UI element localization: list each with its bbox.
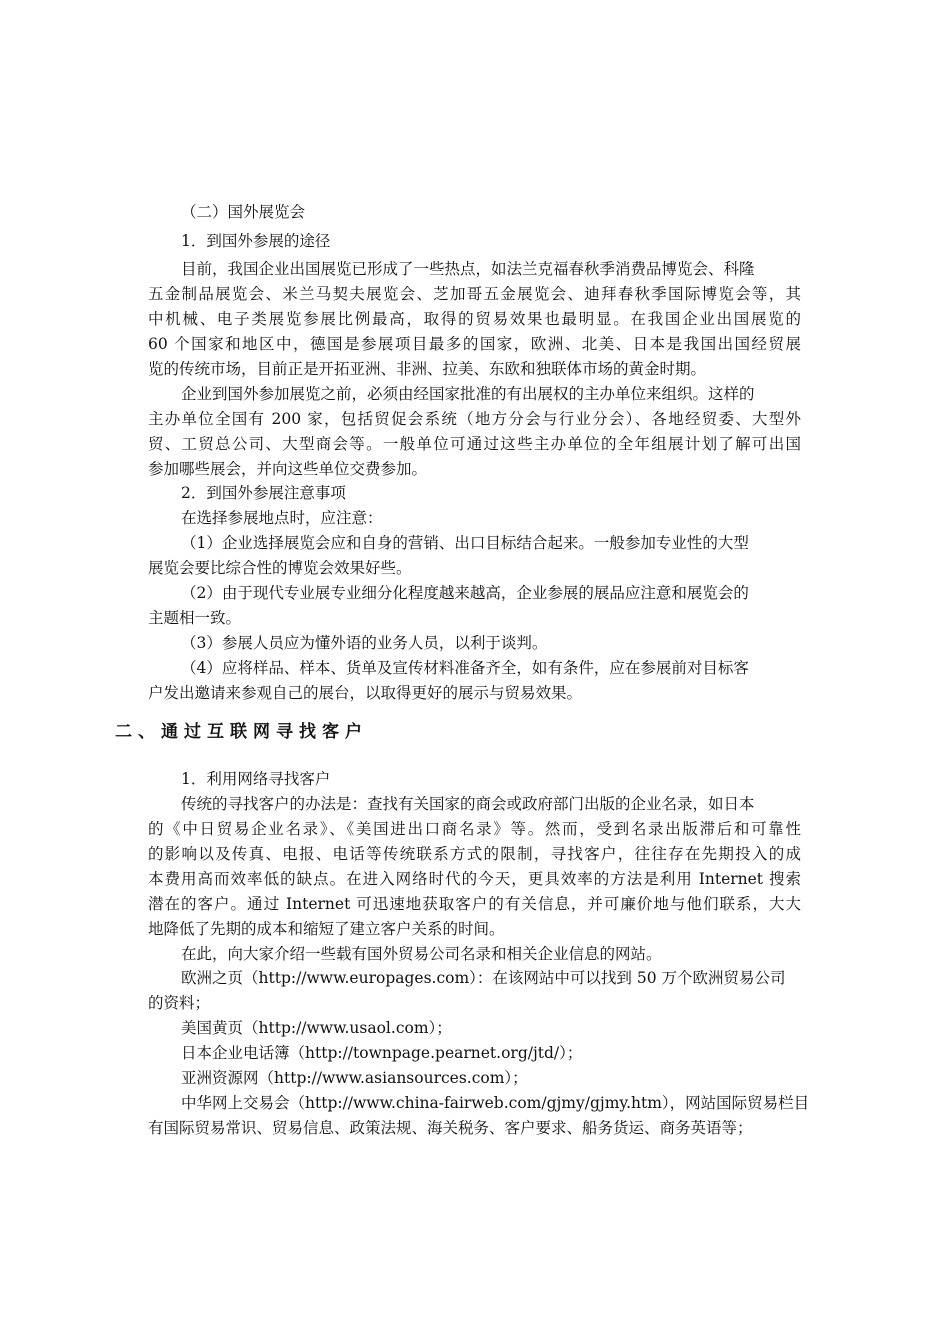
paragraph-line: 主办单位全国有 200 家，包括贸促会系统（地方分会与行业分会）、各地经贸委、大型外	[148, 410, 801, 428]
item-heading-2: 2．到国外参展注意事项	[181, 484, 346, 502]
paragraph-line: 的影响以及传真、电报、电话等传统联系方式的限制，寻找客户，往往存在先期投入的成	[148, 845, 801, 863]
website-entry: 美国黄页（http://www.usaol.com）；	[181, 1019, 452, 1037]
paragraph-line: 五金制品展览会、米兰马契夫展览会、芝加哥五金展览会、迪拜春秋季国际博览会等，其	[148, 285, 801, 303]
paragraph-line: 企业到国外参加展览之前，必须由经国家批准的有出展权的主办单位来组织。这样的	[181, 385, 755, 403]
paragraph-line: 中机械、电子类展览参展比例最高，取得的贸易效果也最明显。在我国企业出国展览的	[148, 310, 801, 328]
paragraph-line: 地降低了先期的成本和缩短了建立客户关系的时间。	[148, 920, 505, 938]
note-line: （2）由于现代专业展专业细分化程度越来越高，企业参展的展品应注意和展览会的	[181, 584, 749, 602]
website-entry: 的资料；	[148, 994, 211, 1012]
paragraph-line: 览的传统市场，目前正是开拓亚洲、非洲、拉美、东欧和独联体市场的黄金时期。	[148, 360, 707, 378]
paragraph-line: 参加哪些展会，并向这些单位交费参加。	[148, 460, 428, 478]
paragraph-line: 的《中日贸易企业名录》、《美国进出口商名录》等。然而，受到名录出版滞后和可靠性	[148, 820, 801, 838]
website-entry: 日本企业电话簿（http://townpage.pearnet.org/jtd/）；	[181, 1044, 583, 1062]
note-line: （1）企业选择展览会应和自身的营销、出口目标结合起来。一般参加专业性的大型	[181, 534, 749, 552]
item-heading-3: 1．利用网络寻找客户	[181, 770, 331, 788]
paragraph-line: 目前，我国企业出国展览已形成了一些热点，如法兰克福春秋季消费品博览会、科隆	[181, 260, 755, 278]
paragraph-line: 贸、工贸总公司、大型商会等。一般单位可通过这些主办单位的全年组展计划了解可出国	[148, 435, 801, 453]
note-line: 展览会要比综合性的博览会效果好些。	[148, 559, 412, 577]
note-line: 户发出邀请来参观自己的展台，以取得更好的展示与贸易效果。	[148, 684, 583, 702]
subsection-heading: （二）国外展览会	[181, 203, 306, 221]
paragraph-line: 本费用高而效率低的缺点。在进入网络时代的今天，更具效率的方法是利用 Internet 搜索	[148, 870, 801, 888]
note-line: （4）应将样品、样本、货单及宣传材料准备齐全，如有条件，应在参展前对目标客	[181, 659, 749, 677]
paragraph-line: 传统的寻找客户的办法是：查找有关国家的商会或政府部门出版的企业名录，如日本	[181, 795, 755, 813]
note-line: 主题相一致。	[148, 609, 242, 627]
paragraph-line: 在选择参展地点时，应注意：	[181, 509, 383, 527]
website-entry: 中华网上交易会（http://www.china-fairweb.com/gjmy/gjmy.htm），网站国际贸易栏目	[181, 1094, 810, 1112]
paragraph-line: 在此，向大家介绍一些载有国外贸易公司名录和相关企业信息的网站。	[181, 945, 662, 963]
paragraph-line: 60 个国家和地区中，德国是参展项目最多的国家，欧洲、北美、日本是我国出国经贸展	[148, 335, 801, 353]
note-line: （3）参展人员应为懂外语的业务人员，以利于谈判。	[181, 634, 548, 652]
item-heading-1: 1．到国外参展的途径	[181, 232, 331, 250]
website-entry: 欧洲之页（http://www.europages.com）：在该网站中可以找到 50 万个欧洲贸易公司	[181, 969, 786, 987]
website-entry: 亚洲资源网（http://www.asiansources.com）；	[181, 1069, 528, 1087]
paragraph-line: 潜在的客户。通过 Internet 可迅速地获取客户的有关信息，并可廉价地与他们联系，大大	[148, 895, 801, 913]
section-title: 二、通过互联网寻找客户	[115, 722, 368, 742]
website-entry: 有国际贸易常识、贸易信息、政策法规、海关税务、客户要求、船务货运、商务英语等；	[148, 1119, 753, 1137]
